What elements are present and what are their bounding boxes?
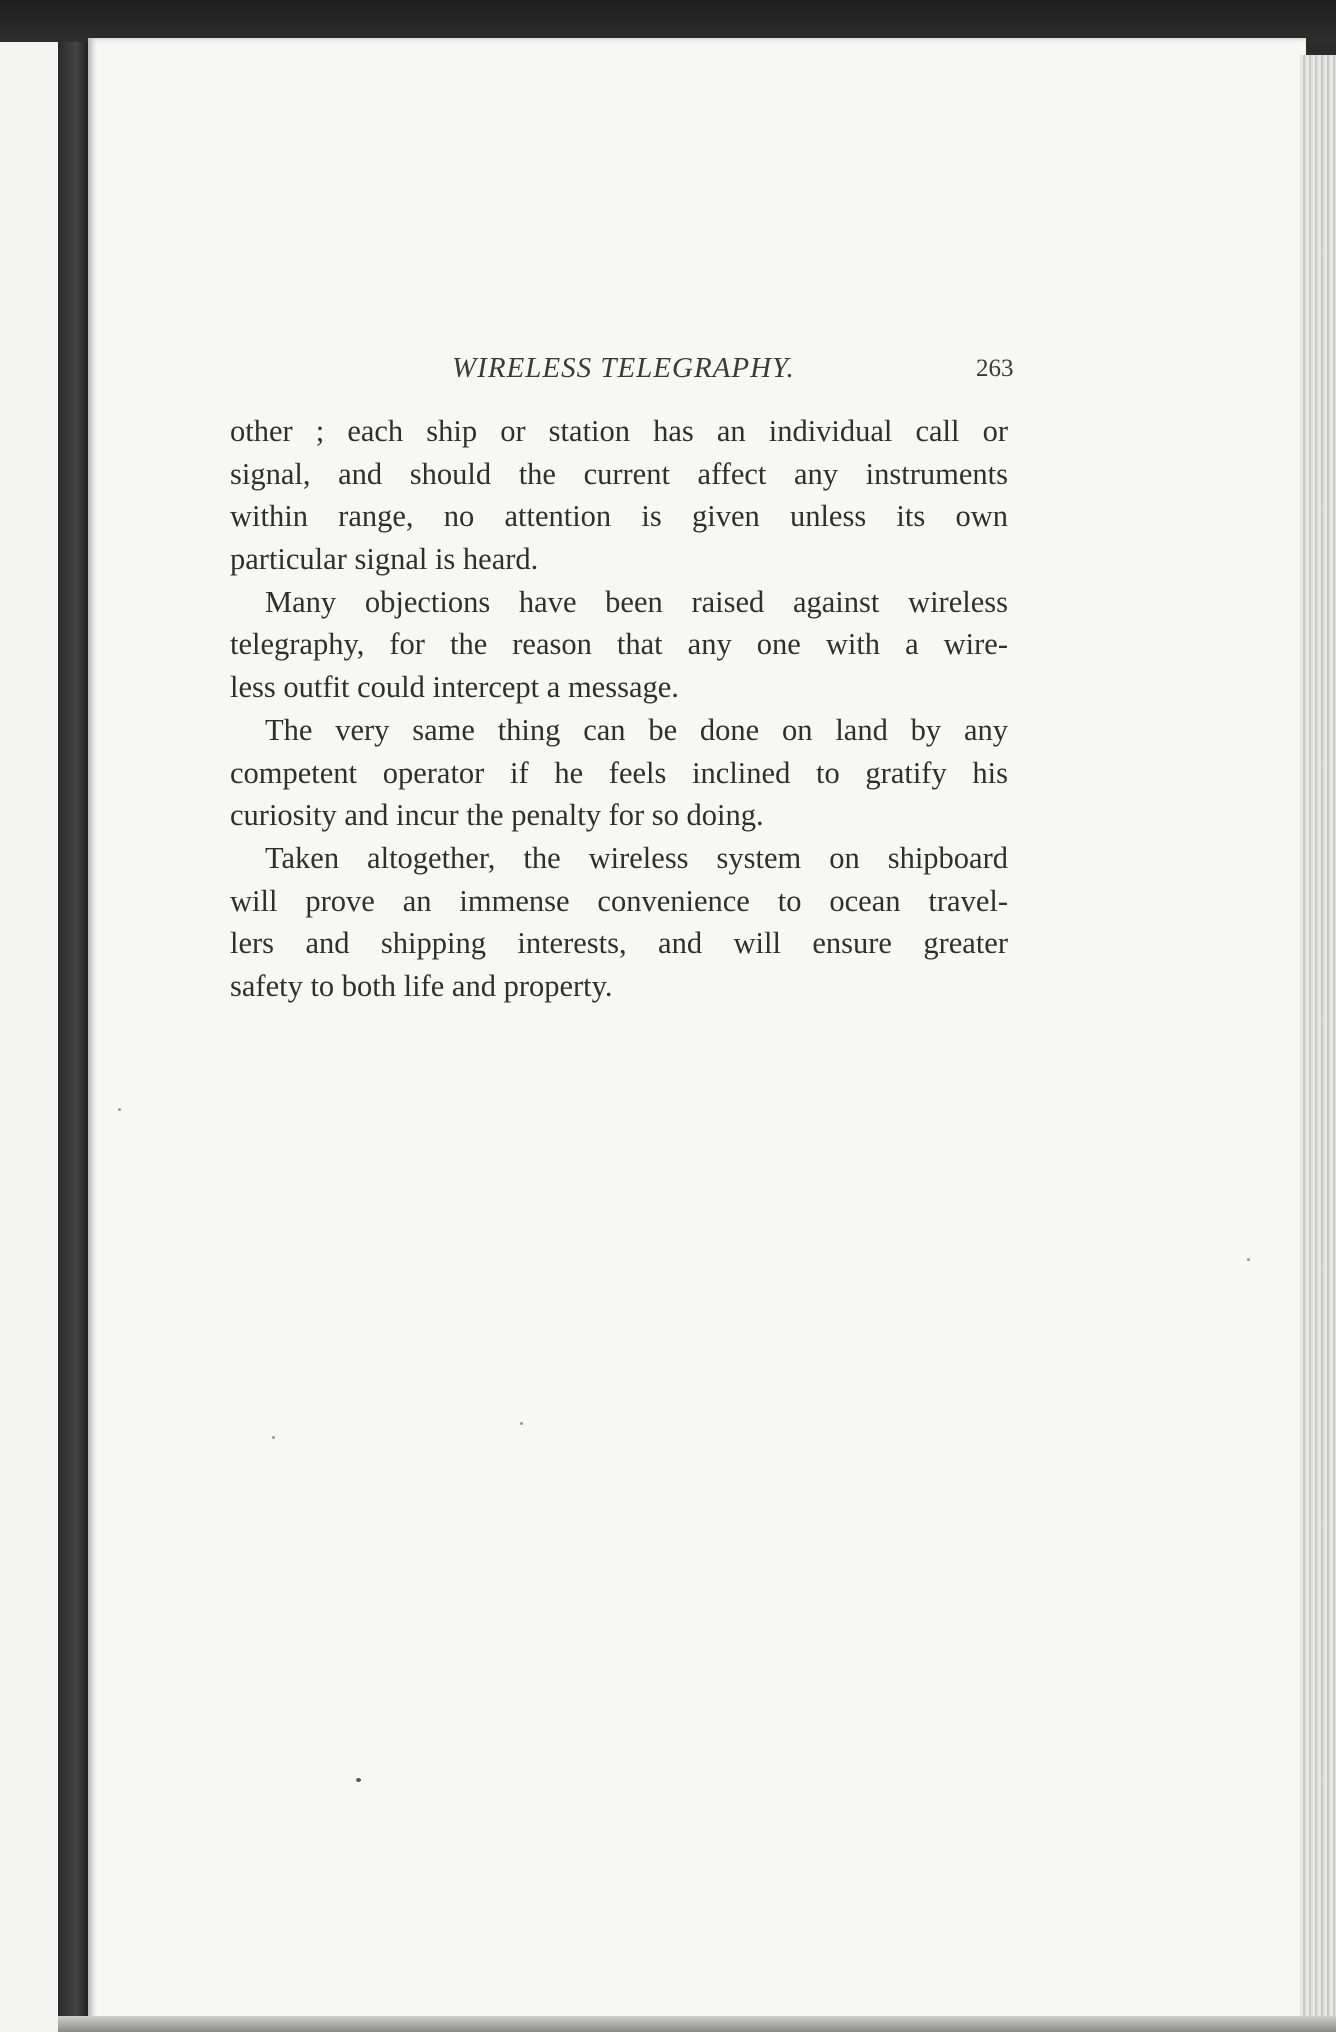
text-line: within range, no attention is given unless its own — [230, 499, 1008, 534]
scan-speck — [356, 1778, 361, 1782]
text-line: The very same thing can be done on land by any — [265, 712, 1008, 747]
text-line: Many objections have been raised against wireless — [265, 584, 1008, 619]
text-line: curiosity and incur the penalty for so doing. — [230, 798, 764, 833]
scan-speck — [520, 1422, 523, 1425]
page-block-edges — [1300, 55, 1336, 2032]
text-line: less outfit could intercept a message. — [230, 670, 679, 705]
text-line: telegraphy, for the reason that any one with a wire- — [230, 627, 1008, 662]
book-page — [88, 38, 1306, 2032]
scan-speck — [272, 1436, 275, 1439]
page-bottom-edge — [58, 2016, 1336, 2032]
text-line: lers and shipping interests, and will ensure greater — [230, 926, 1008, 961]
scan-speck — [118, 1108, 121, 1111]
text-line: signal, and should the current affect any instruments — [230, 456, 1008, 491]
book-spine-shadow — [58, 42, 88, 2032]
text-line: particular signal is heard. — [230, 542, 539, 577]
text-line: safety to both life and property. — [230, 968, 613, 1003]
previous-page-sliver — [0, 42, 58, 2032]
text-line: competent operator if he feels inclined to gratify his — [230, 755, 1008, 790]
text-line: will prove an immense convenience to ocean travel- — [230, 883, 1008, 918]
running-head: WIRELESS TELEGRAPHY. — [452, 352, 795, 384]
text-line: Taken altogether, the wireless system on shipboard — [265, 840, 1008, 875]
scanner-top-edge — [0, 0, 1336, 42]
text-line: other ; each ship or station has an individual call or — [230, 414, 1008, 448]
page-number: 263 — [976, 355, 1014, 382]
body-text — [230, 410, 1008, 1008]
scan-speck — [1247, 1258, 1250, 1261]
